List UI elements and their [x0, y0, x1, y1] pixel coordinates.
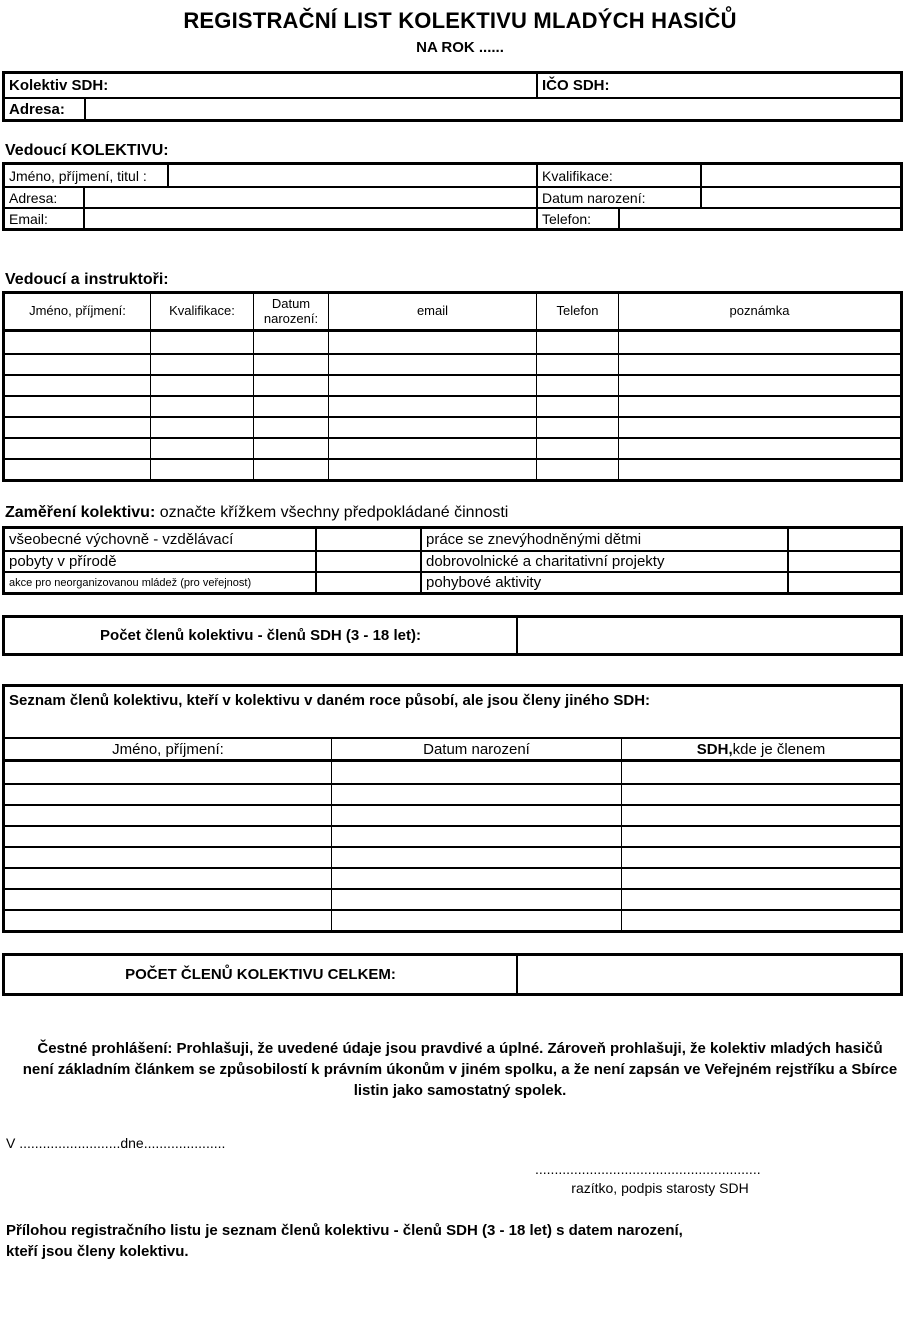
activity-label: pobyty v přírodě — [9, 553, 117, 570]
col-header-phone: Telefon — [536, 294, 618, 329]
leader-birthdate-field[interactable] — [700, 188, 900, 207]
member-birthdate-cell[interactable] — [331, 806, 621, 825]
instructor-note-cell[interactable] — [618, 355, 900, 374]
instructor-birthdate-cell[interactable] — [253, 439, 328, 458]
member-empty-row — [5, 888, 900, 909]
table-row — [5, 74, 900, 97]
instructor-email-cell[interactable] — [328, 418, 536, 437]
total-count-label: POČET ČLENŮ KOLEKTIVU CELKEM: — [125, 966, 396, 983]
col-header-birthdate: Datum narození: — [253, 294, 328, 329]
instructor-birthdate-cell[interactable] — [253, 332, 328, 353]
member-name-cell[interactable] — [5, 911, 331, 930]
focus-table — [2, 526, 903, 595]
instructor-qualification-cell[interactable] — [150, 397, 253, 416]
activity-checkbox-cell[interactable] — [315, 573, 420, 592]
place-date-line[interactable]: V ..........................dne..................... — [6, 1135, 226, 1151]
instructor-name-cell[interactable] — [5, 418, 150, 437]
other-sdh-title-text: Seznam členů kolektivu, kteří v kolektivu v daném roce působí, ale jsou členy jiného SDH: — [9, 692, 651, 709]
member-name-cell[interactable] — [5, 806, 331, 825]
instructors-header-row — [5, 294, 900, 332]
member-name-cell[interactable] — [5, 848, 331, 867]
leader-phone-field[interactable] — [618, 209, 900, 228]
total-count-box — [2, 953, 903, 996]
col-header-sdh-bold: SDH, — [696, 740, 733, 758]
col-header-name: Jméno, příjmení: — [112, 740, 224, 758]
instructor-email-cell[interactable] — [328, 332, 536, 353]
instructor-phone-cell[interactable] — [536, 418, 618, 437]
instructor-note-cell[interactable] — [618, 376, 900, 395]
instructors-table — [2, 291, 903, 482]
leader-table — [2, 162, 903, 231]
leader-phone-label: Telefon: — [536, 209, 618, 228]
table-row — [5, 618, 900, 653]
leader-address-field[interactable] — [83, 188, 536, 207]
col-header-email: email — [328, 294, 536, 329]
signature-dotted-line[interactable]: .......................................................... — [535, 1161, 761, 1177]
other-sdh-table — [2, 684, 903, 933]
leader-section-heading: Vedoucí KOLEKTIVU: — [5, 142, 169, 159]
page-title: REGISTRAČNÍ LIST KOLEKTIVU MLADÝCH HASIČŮ — [183, 8, 737, 33]
instructor-name-cell[interactable] — [5, 332, 150, 353]
member-empty-row — [5, 825, 900, 846]
member-count-box — [2, 615, 903, 656]
instructor-name-cell[interactable] — [5, 355, 150, 374]
instructors-section-heading: Vedoucí a instruktoři: — [5, 271, 169, 288]
instructor-phone-cell[interactable] — [536, 439, 618, 458]
declaration-text: Čestné prohlášení: Prohlašuji, že uvedené údaje jsou pravdivé a úplné. Zároveň prohlašuji, že kolektiv mladých hasičů není základním článkem se způsobilostí k právním úkonům v jiném spolku, a že není zapsán ve Veřejném rejstříku a Sbírce listin jako samostatný spolek. — [22, 1040, 898, 1099]
page-subtitle: NA ROK ...... — [416, 39, 504, 56]
table-row — [5, 165, 900, 186]
table-row — [5, 571, 900, 592]
other-sdh-title — [5, 687, 900, 737]
activity-checkbox-cell[interactable] — [787, 573, 900, 592]
member-birthdate-cell[interactable] — [331, 869, 621, 888]
instructor-empty-row — [5, 332, 900, 353]
leader-qualification-label: Kvalifikace: — [536, 165, 700, 186]
instructor-name-cell[interactable] — [5, 460, 150, 479]
instructor-birthdate-cell[interactable] — [253, 460, 328, 479]
leader-email-label: Email: — [9, 210, 48, 227]
leader-qualification-field[interactable] — [700, 165, 900, 186]
member-birthdate-cell[interactable] — [331, 785, 621, 804]
member-empty-row — [5, 783, 900, 804]
instructor-email-cell[interactable] — [328, 355, 536, 374]
leader-name-field[interactable] — [167, 165, 536, 186]
instructor-qualification-cell[interactable] — [150, 460, 253, 479]
adresa-field[interactable] — [84, 99, 900, 119]
kolektiv-sdh-label: Kolektiv SDH: — [9, 77, 109, 94]
registration-form-page — [0, 8, 918, 1262]
instructor-phone-cell[interactable] — [536, 332, 618, 353]
member-count-field[interactable] — [516, 618, 900, 653]
instructor-note-cell[interactable] — [618, 418, 900, 437]
leader-email-field[interactable] — [83, 209, 536, 228]
leader-name-label: Jméno, příjmení, titul : — [9, 167, 147, 184]
table-row — [5, 529, 900, 550]
footer-note — [2, 1220, 918, 1262]
table-row — [5, 550, 900, 571]
instructor-empty-row — [5, 458, 900, 479]
activity-label: dobrovolnické a charitativní projekty — [420, 552, 787, 571]
table-row — [5, 207, 900, 228]
member-birthdate-cell[interactable] — [331, 762, 621, 783]
instructor-phone-cell[interactable] — [536, 460, 618, 479]
instructor-qualification-cell[interactable] — [150, 332, 253, 353]
instructor-qualification-cell[interactable] — [150, 418, 253, 437]
instructor-qualification-cell[interactable] — [150, 439, 253, 458]
instructor-note-cell[interactable] — [618, 332, 900, 353]
instructor-birthdate-cell[interactable] — [253, 397, 328, 416]
member-sdh-cell[interactable] — [621, 785, 900, 804]
member-name-cell[interactable] — [5, 890, 331, 909]
kolektiv-sdh-field[interactable] — [5, 74, 536, 97]
member-sdh-cell[interactable] — [621, 762, 900, 783]
col-header-qualification: Kvalifikace: — [150, 294, 253, 329]
member-birthdate-cell[interactable] — [331, 890, 621, 909]
table-row — [5, 956, 900, 993]
instructor-email-cell[interactable] — [328, 376, 536, 395]
col-header-name: Jméno, příjmení: — [29, 303, 126, 319]
activity-checkbox-cell[interactable] — [787, 552, 900, 571]
instructor-note-cell[interactable] — [618, 460, 900, 479]
other-sdh-header-row — [5, 737, 900, 762]
ico-sdh-field[interactable] — [536, 74, 900, 97]
leader-birthdate-label: Datum narození: — [536, 188, 700, 207]
instructor-name-cell[interactable] — [5, 397, 150, 416]
activity-checkbox-cell[interactable] — [315, 529, 420, 550]
member-birthdate-cell[interactable] — [331, 911, 621, 930]
instructor-email-cell[interactable] — [328, 439, 536, 458]
col-header-sdh — [621, 739, 900, 759]
instructor-birthdate-cell[interactable] — [253, 355, 328, 374]
member-empty-row — [5, 804, 900, 825]
activity-checkbox-cell[interactable] — [787, 529, 900, 550]
instructors-rows — [5, 332, 900, 479]
instructor-phone-cell[interactable] — [536, 355, 618, 374]
instructor-empty-row — [5, 353, 900, 374]
instructor-email-cell[interactable] — [328, 397, 536, 416]
member-name-cell[interactable] — [5, 762, 331, 783]
other-sdh-rows — [5, 762, 900, 930]
member-sdh-cell[interactable] — [621, 827, 900, 846]
col-header-sdh-rest: kde je členem — [732, 740, 826, 758]
instructor-empty-row — [5, 416, 900, 437]
instructor-birthdate-cell[interactable] — [253, 376, 328, 395]
instructor-empty-row — [5, 395, 900, 416]
activity-label: pohybové aktivity — [420, 573, 787, 592]
activity-label: práce se znevýhodněnými dětmi — [420, 529, 787, 550]
member-sdh-cell[interactable] — [621, 911, 900, 930]
total-count-field[interactable] — [516, 956, 900, 993]
signature-block — [535, 1161, 785, 1196]
member-empty-row — [5, 909, 900, 930]
adresa-label: Adresa: — [9, 100, 65, 118]
ico-sdh-label: IČO SDH: — [542, 77, 610, 94]
member-sdh-cell[interactable] — [621, 890, 900, 909]
member-empty-row — [5, 762, 900, 783]
instructor-note-cell[interactable] — [618, 439, 900, 458]
table-row — [5, 186, 900, 207]
instructor-empty-row — [5, 437, 900, 458]
leader-address-label: Adresa: — [9, 189, 58, 206]
member-name-cell[interactable] — [5, 869, 331, 888]
footer-note-line2: kteří jsou členy kolektivu. — [6, 1243, 189, 1260]
member-birthdate-cell[interactable] — [331, 827, 621, 846]
member-count-label: Počet členů kolektivu - členů SDH (3 - 18 let): — [100, 627, 421, 644]
sdh-identity-table — [2, 71, 903, 122]
instructor-note-cell[interactable] — [618, 397, 900, 416]
instructor-empty-row — [5, 374, 900, 395]
footer-note-line1: Přílohou registračního listu je seznam členů kolektivu - členů SDH (3 - 18 let) s datem narození, — [6, 1222, 683, 1239]
member-sdh-cell[interactable] — [621, 869, 900, 888]
signature-caption: razítko, podpis starosty SDH — [571, 1180, 749, 1196]
focus-section-heading — [2, 504, 918, 522]
instructor-qualification-cell[interactable] — [150, 355, 253, 374]
table-row — [5, 97, 900, 119]
focus-heading-bold: Zaměření kolektivu: — [5, 504, 156, 521]
instructor-qualification-cell[interactable] — [150, 376, 253, 395]
instructor-name-cell[interactable] — [5, 439, 150, 458]
activity-label: akce pro neorganizovanou mládež (pro veřejnost) — [9, 576, 252, 589]
col-header-birthdate: Datum narození — [331, 739, 621, 759]
activity-checkbox-cell[interactable] — [315, 552, 420, 571]
member-empty-row — [5, 846, 900, 867]
member-sdh-cell[interactable] — [621, 848, 900, 867]
member-birthdate-cell[interactable] — [331, 848, 621, 867]
instructor-name-cell[interactable] — [5, 376, 150, 395]
col-header-note: poznámka — [618, 294, 900, 329]
member-name-cell[interactable] — [5, 785, 331, 804]
instructor-birthdate-cell[interactable] — [253, 418, 328, 437]
focus-heading-rest: označte křížkem všechny předpokládané činnosti — [155, 504, 509, 521]
instructor-email-cell[interactable] — [328, 460, 536, 479]
instructor-phone-cell[interactable] — [536, 397, 618, 416]
member-name-cell[interactable] — [5, 827, 331, 846]
activity-label: všeobecné výchovně - vzdělávací — [9, 531, 234, 548]
member-sdh-cell[interactable] — [621, 806, 900, 825]
member-empty-row — [5, 867, 900, 888]
instructor-phone-cell[interactable] — [536, 376, 618, 395]
